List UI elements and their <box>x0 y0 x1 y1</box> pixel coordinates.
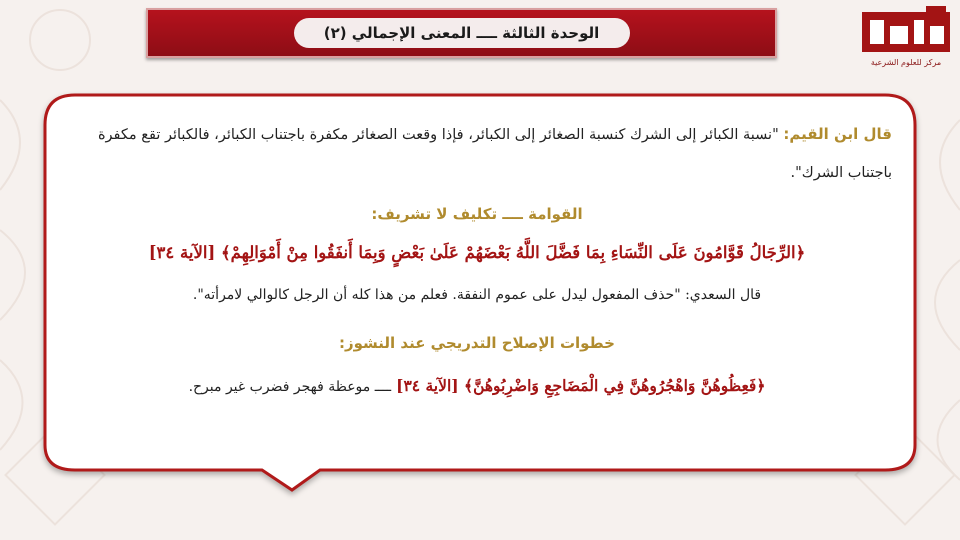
verse-nushuz: ﴿فَعِظُوهُنَّ وَاهْجُرُوهُنَّ فِي الْمَضَاجِعِ وَاضْرِبُوهُنَّ﴾ [الآية ٣٤] <box>396 376 766 395</box>
slide-title: الوحدة الثالثة ــــ المعنى الإجمالي (٢) <box>323 24 600 42</box>
verse-qiwamah: ﴿الرِّجَالُ قَوَّامُونَ عَلَى النِّسَاءِ بِمَا فَضَّلَ اللَّهُ بَعْضَهُمْ عَلَىٰ بَعْضٍ وَبِمَا أَنفَقُوا مِنْ أَمْوَالِهِمْ﴾ [الآية ٣٤] <box>148 243 806 262</box>
ibn-qayyim-quote: "نسبة الكبائر إلى الشرك كنسبة الصغائر إلى الكبائر، فإذا وقعت الصغائر مكفرة باجتناب الكبائر، فالكبائر تقع مكفرة باجتناب الشرك". <box>97 127 892 181</box>
nushuz-heading: خطوات الإصلاح التدريجي عند النشوز: <box>339 334 615 352</box>
saadi-quote: قال السعدي: "حذف المفعول ليدل على عموم النفقة. فعلم من هذا كله أن الرجل كالوالي لامرأته". <box>192 287 762 303</box>
ibn-qayyim-paragraph <box>62 115 892 192</box>
ibn-qayyim-speaker: قال ابن القيم: <box>783 125 892 143</box>
card-content <box>62 110 892 400</box>
qiwamah-heading: القوامة ــــ تكليف لا تشريف: <box>371 205 583 223</box>
nushuz-line <box>62 376 892 395</box>
nushuz-explanation: ــــ موعظة فهجر فضرب غير مبرح. <box>188 379 392 395</box>
logo-subtitle: مركز للعلوم الشرعية <box>870 58 942 67</box>
